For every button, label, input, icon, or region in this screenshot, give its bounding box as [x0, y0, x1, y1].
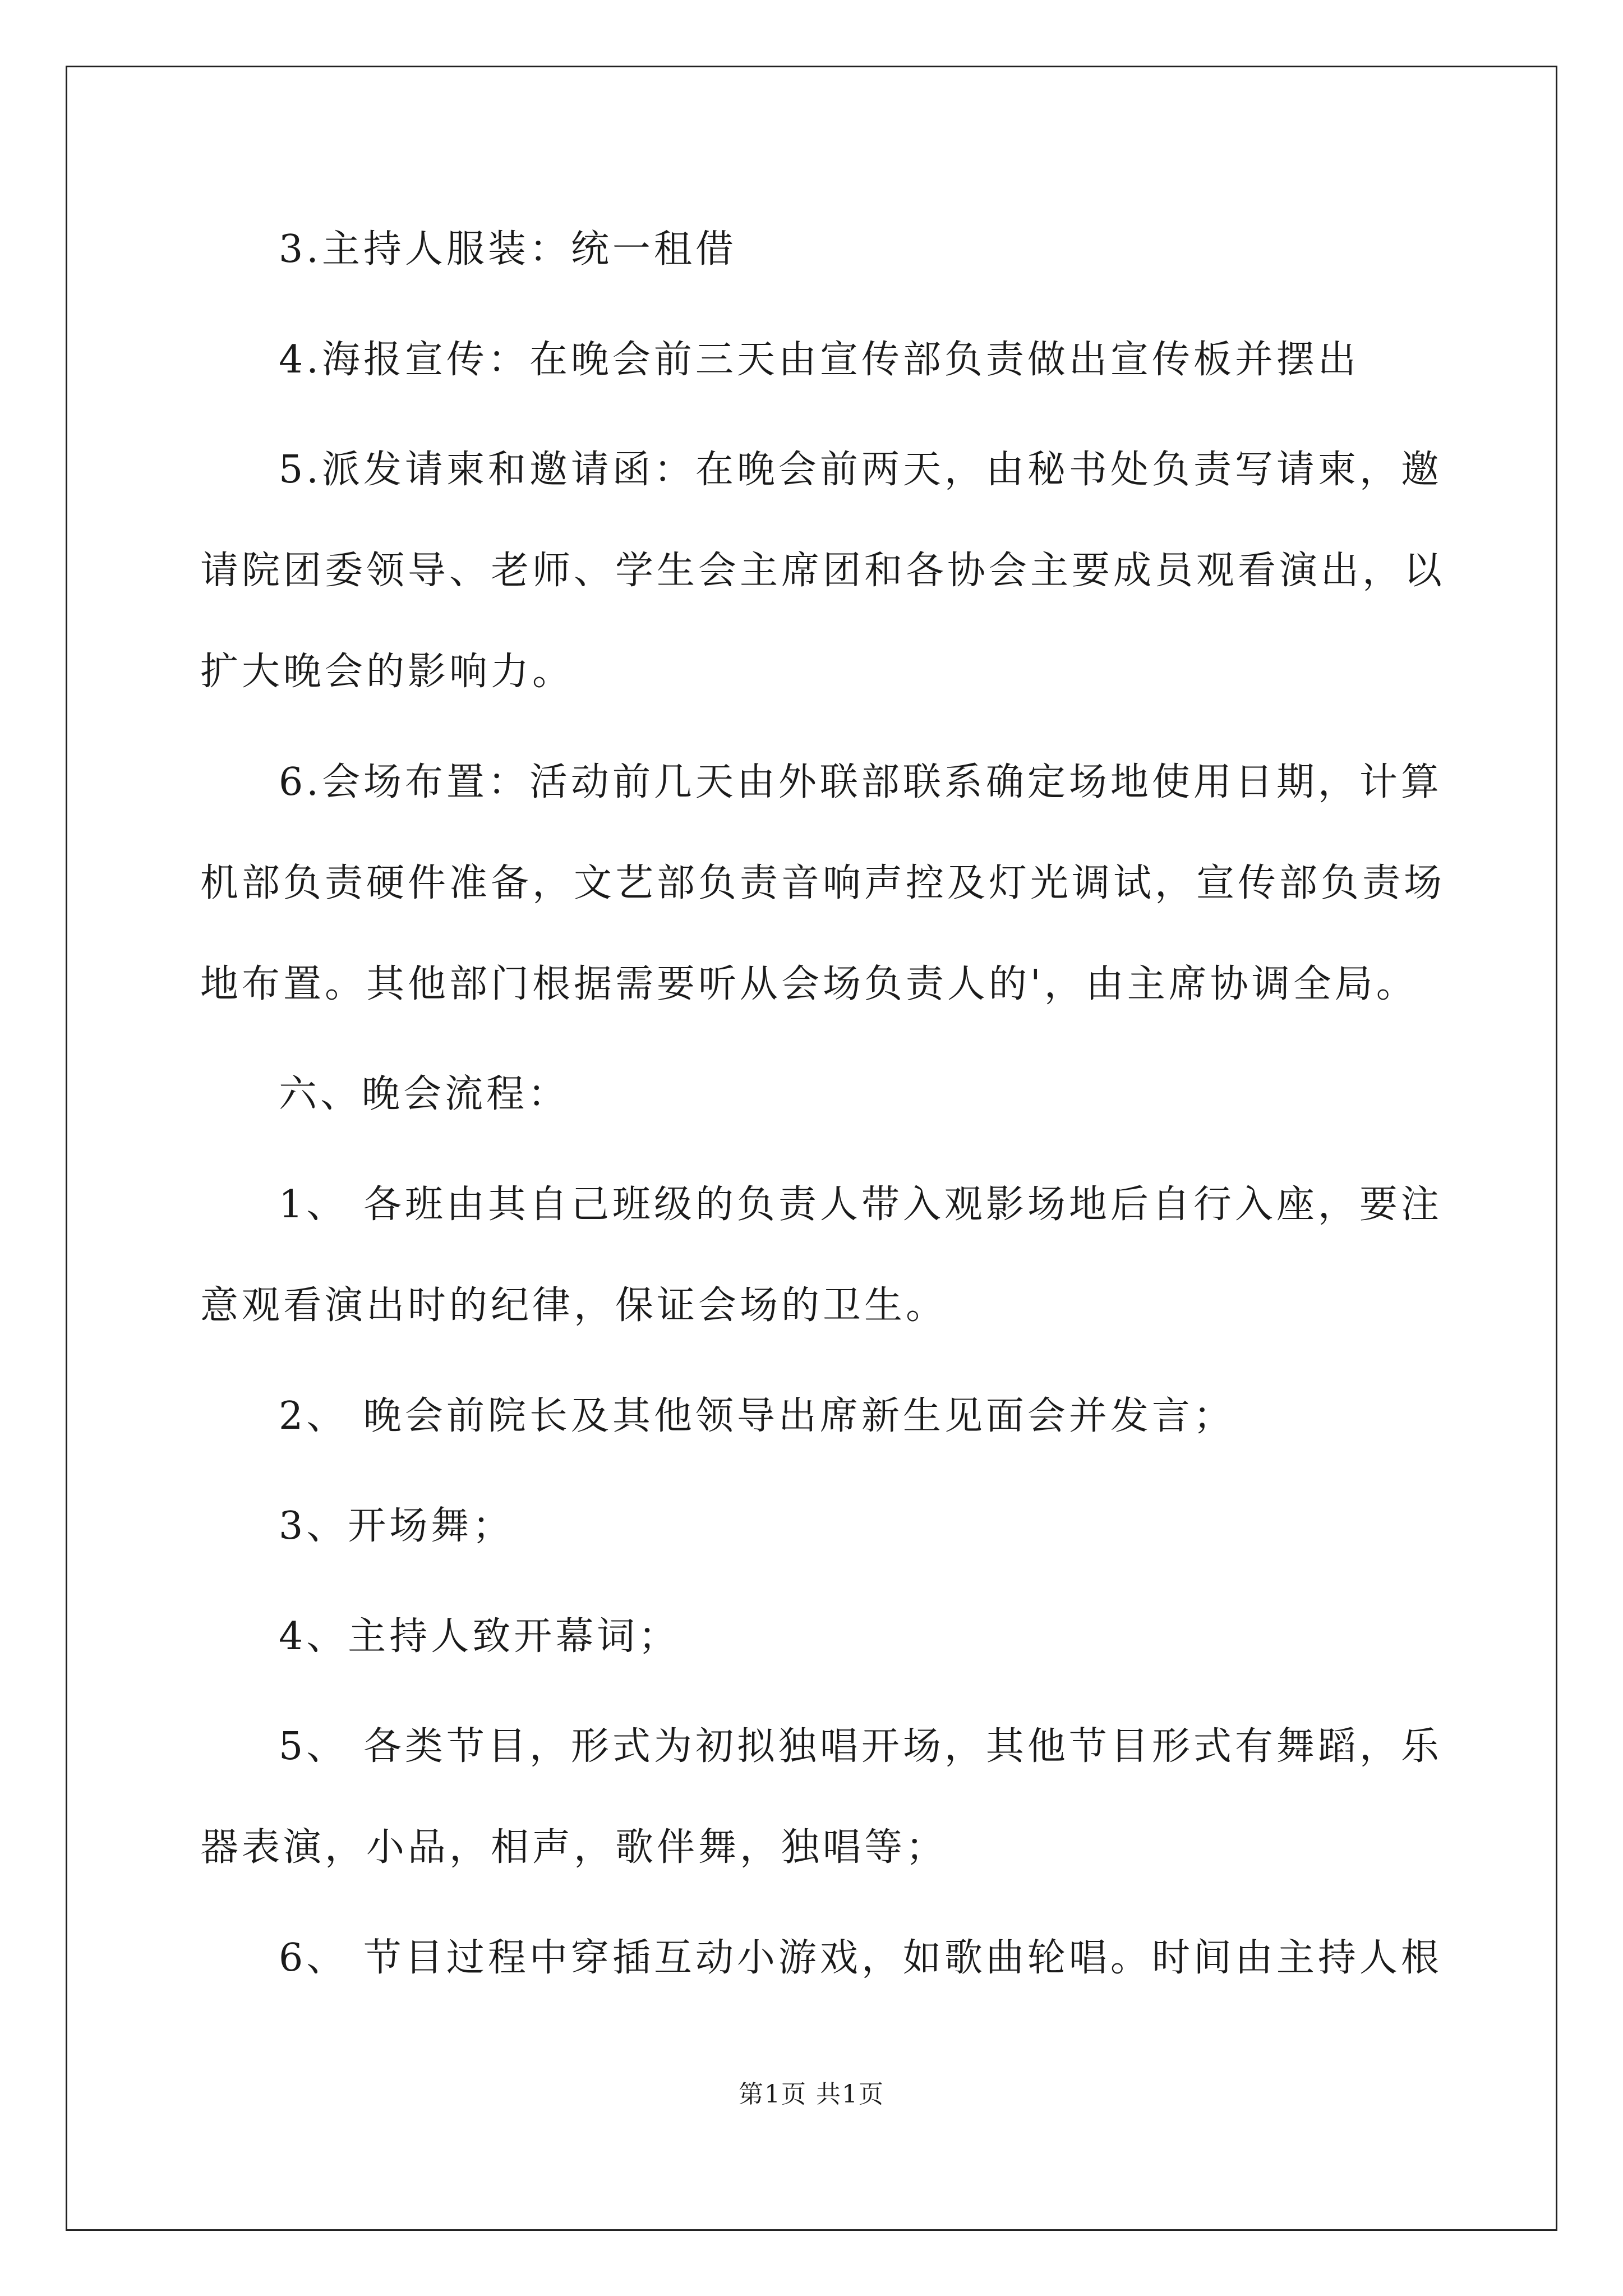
paragraph-line: 6、 节目过程中穿插互动小游戏，如歌曲轮唱。时间由主持人根 [279, 1936, 1442, 1980]
paragraph-line: 5.派发请柬和邀请函：在晚会前两天，由秘书处负责写请柬，邀 [279, 448, 1442, 492]
section-heading: 六、晚会流程： [279, 1072, 570, 1116]
paragraph-line: 器表演，小品，相声，歌伴舞，独唱等； [200, 1825, 948, 1870]
paragraph-line: 6.会场布置：活动前几天由外联部联系确定场地使用日期，计算 [279, 760, 1442, 804]
paragraph-line: 4、主持人致开幕词； [279, 1614, 680, 1659]
paragraph-line: 5、 各类节目，形式为初拟独唱开场，其他节目形式有舞蹈，乐 [279, 1724, 1442, 1769]
page-number-footer: 第1页 共1页 [739, 2080, 884, 2109]
paragraph-line: 机部负责硬件准备，文艺部负责音响声控及灯光调试，宣传部负责场 [200, 861, 1446, 905]
paragraph-line: 3、开场舞； [279, 1504, 514, 1548]
paragraph-line: 2、 晚会前院长及其他领导出席新生见面会并发言； [279, 1394, 1235, 1438]
page-border [66, 66, 1557, 2231]
paragraph-line: 扩大晚会的影响力。 [200, 650, 574, 694]
paragraph-line: 1、 各班由其自己班级的负责人带入观影场地后自行入座，要注 [279, 1182, 1442, 1227]
paragraph-line: 意观看演出时的纪律，保证会场的卫生。 [200, 1283, 948, 1328]
paragraph-line: 4.海报宣传：在晚会前三天由宣传部负责做出宣传板并摆出 [279, 338, 1359, 382]
paragraph-line: 请院团委领导、老师、学生会主席团和各协会主要成员观看演出，以 [200, 549, 1446, 593]
paragraph-line: 地布置。其他部门根据需要听从会场负责人的'，由主席协调全局。 [200, 962, 1418, 1006]
paragraph-line: 3.主持人服装：统一租借 [279, 227, 737, 272]
